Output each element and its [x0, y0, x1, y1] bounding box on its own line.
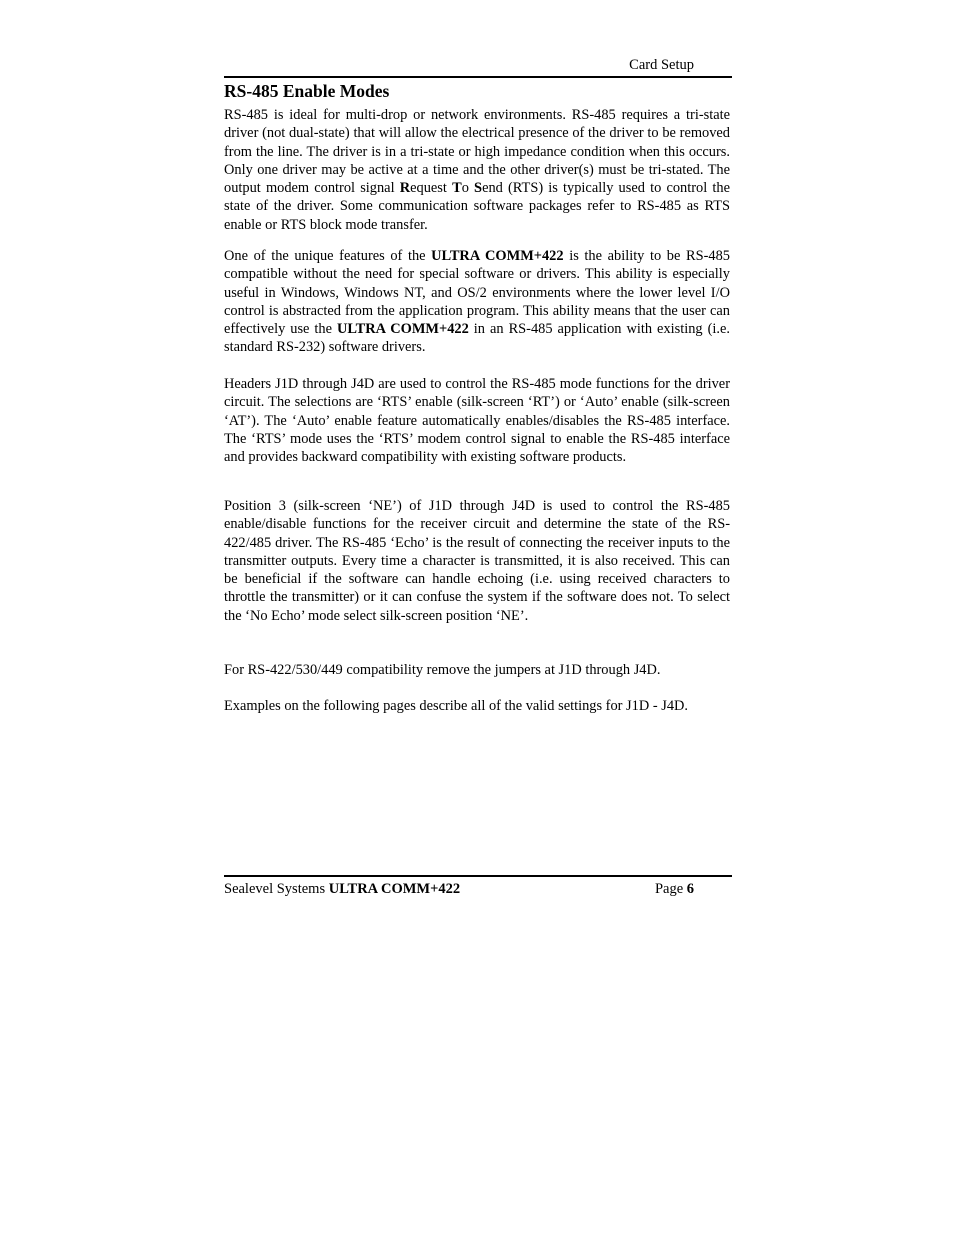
- product-name: ULTRA COMM+422: [337, 321, 469, 338]
- paragraph-text: in an RS-485 application with existing (i.e. standard RS-232) software drivers.: [224, 321, 730, 356]
- paragraph-unique-features: [224, 247, 730, 357]
- running-head: Card Setup: [629, 57, 694, 73]
- footer-product: ULTRA COMM+422: [328, 881, 461, 897]
- emphasis-letter: R: [399, 180, 411, 197]
- page-number-value: 6: [686, 881, 694, 897]
- paragraph-text: is the ability to be RS-485 compatible without the need for special software or drivers. This ability is especially useful in Windows, Windows NT, and OS/2 environments where the lower level I/O control is abstracted from the application program. This ability means that the user can effectively use the: [224, 248, 730, 338]
- paragraph-text: One of the unique features of the: [224, 248, 432, 264]
- emphasis-letter: T: [452, 180, 462, 197]
- footer-left: [224, 880, 460, 898]
- paragraph-examples: Examples on the following pages describe all of the valid settings for J1D - J4D.: [224, 698, 688, 714]
- page-number: [655, 880, 694, 898]
- paragraph-headers: Headers J1D through J4D are used to control the RS-485 mode functions for the driver circuit. The selections are ‘RTS’ enable (silk-screen ‘RT’) or ‘Auto’ enable (silk-screen ‘AT’). The ‘Auto’ enable feature automatically enables/disables the RS-485 interface. The ‘RTS’ mode uses the ‘RTS’ modem control signal to enable the RS-485 interface and provides backward compatibility with existing software products.: [224, 376, 730, 466]
- page-label: Page: [654, 881, 687, 897]
- paragraph-text: equest: [410, 180, 453, 197]
- footer-company: Sealevel Systems: [224, 881, 329, 897]
- paragraph-rs422-compat: For RS-422/530/449 compatibility remove the jumpers at J1D through J4D.: [224, 662, 661, 678]
- header-rule: [224, 76, 732, 78]
- paragraph-text: o: [461, 180, 475, 197]
- paragraph-text: end (RTS) is typically used to control the state of the driver. Some communication software packages refer to RS-485 as RTS enable or RTS block mode transfer.: [224, 180, 730, 233]
- section-title: RS-485 Enable Modes: [224, 81, 390, 101]
- footer-rule: [224, 875, 732, 877]
- document-page: [224, 0, 732, 1235]
- paragraph-rs485-intro: [224, 106, 730, 234]
- paragraph-text: RS-485 is ideal for multi-drop or network environments. RS-485 requires a tri-state driver (not dual-state) that will allow the electrical presence of the driver to be removed from the line. The driver is in a tri-state or high impedance condition when this occurs. Only one driver may be active at a time and the other driver(s) must be tri-stated. The output modem control signal: [224, 107, 730, 197]
- product-name: ULTRA COMM+422: [431, 248, 564, 264]
- emphasis-letter: S: [474, 180, 483, 197]
- paragraph-position-3: Position 3 (silk-screen ‘NE’) of J1D through J4D is used to control the RS-485 enable/disable functions for the receiver circuit and determine the state of the RS-422/485 driver. The RS-485 ‘Echo’ is the result of connecting the receiver inputs to the transmitter outputs. Every time a character is transmitted, it is also received. This can be beneficial if the software can handle echoing (i.e. using received characters to throttle the transmitter) or it can confuse the system if the software does not. To select the ‘No Echo’ mode select silk-screen position ‘NE’.: [224, 498, 730, 624]
